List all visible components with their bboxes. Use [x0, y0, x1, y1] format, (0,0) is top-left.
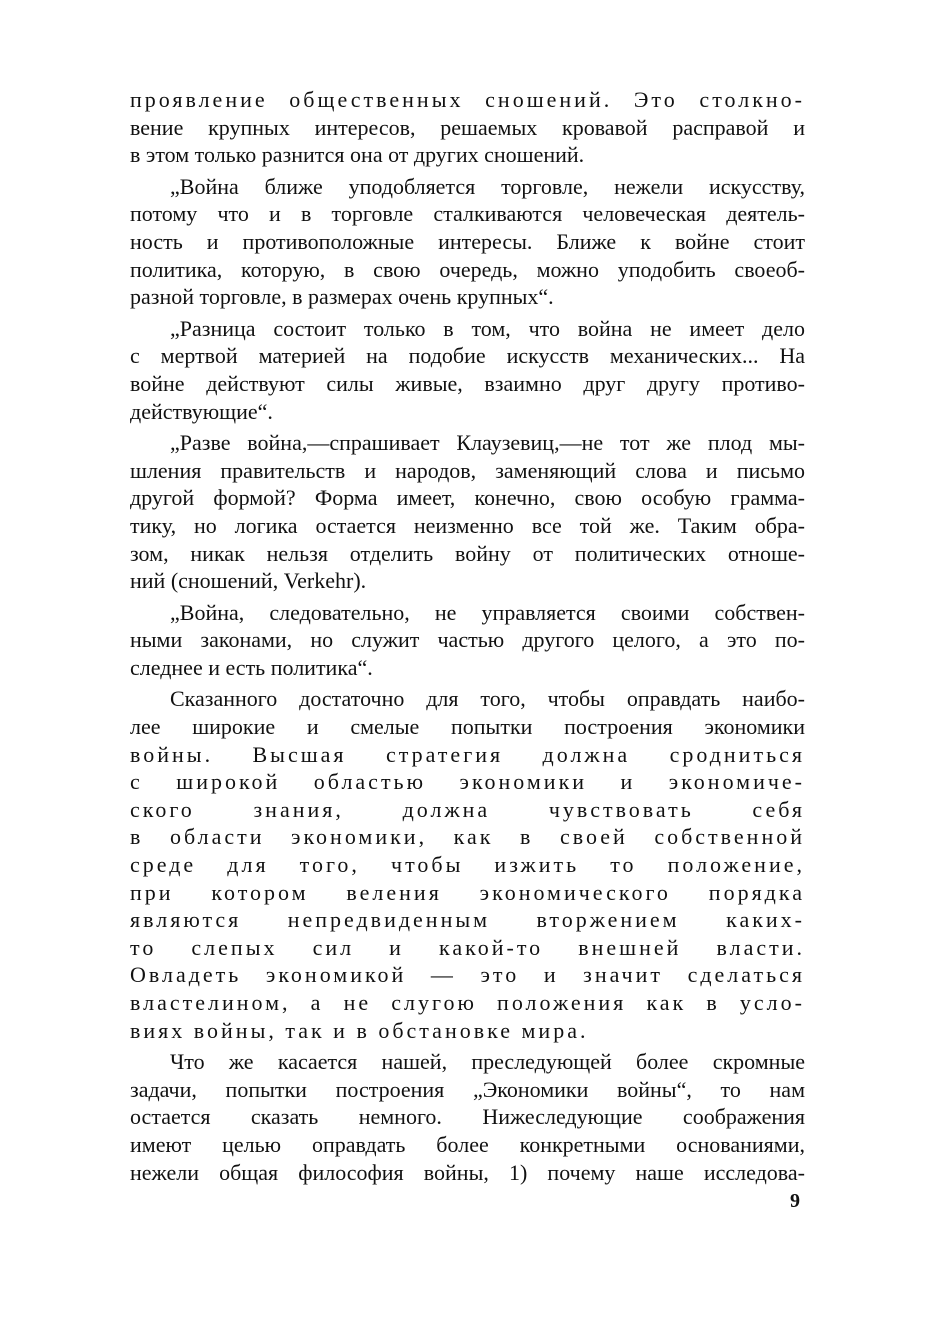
text-line: ского знания, должна чувствовать себя	[130, 796, 805, 822]
text-line: то слепых сил и какой-то внешней власти.	[130, 934, 805, 960]
text-line: действующие“.	[130, 398, 273, 424]
text-line: политика, которую, в свою очередь, можно уподобить своеоб-	[130, 256, 805, 282]
text-line: разной торговле, в размерах очень крупных“.	[130, 284, 554, 310]
text-line: Что же касается нашей, преследующей более скромные	[170, 1049, 805, 1075]
text-line: тику, но логика остается неизменно все той же. Таким обра-	[130, 512, 805, 538]
text-line: следнее и есть политика“.	[130, 654, 373, 680]
paragraph	[130, 173, 805, 311]
text-line: с мертвой материей на подобие искусств механических... На	[130, 343, 805, 369]
text-line: при котором веления экономического порядка	[130, 879, 805, 905]
text-line: Сказанного достаточно для того, чтобы оправдать наибо-	[170, 686, 805, 712]
text-line: ность и противоположные интересы. Ближе к войне стоит	[130, 228, 805, 254]
page-number: 9	[790, 1190, 800, 1212]
paragraph	[130, 1048, 805, 1186]
text-line: в области экономики, как в своей собственной	[130, 824, 805, 850]
text-line: виях войны, так и в обстановке мира.	[130, 1017, 589, 1043]
page-body	[130, 86, 805, 1186]
paragraph	[130, 599, 805, 682]
text-line: ными законами, но служит частью другого целого, а это по-	[130, 627, 805, 653]
paragraph	[130, 315, 805, 425]
text-line: лее широкие и смелые попытки построения экономики	[130, 714, 805, 740]
text-line: войны. Высшая стратегия должна сродниться	[130, 741, 805, 767]
text-line: властелином, а не слугою положения как в усло-	[130, 990, 805, 1015]
text-line: другой формой? Форма имеет, конечно, свою особую грамма-	[130, 485, 805, 511]
text-line: шления правительств и народов, заменяющий слова и письмо	[130, 457, 805, 483]
paragraph	[130, 86, 805, 169]
text-line: в этом только разнится она от других сношений.	[130, 142, 585, 168]
text-line: „Война, следовательно, не управляется своими собствен-	[170, 599, 805, 625]
text-line: войне действуют силы живые, взаимно друг другу противо-	[130, 370, 805, 396]
text-line: вение крупных интересов, решаемых кровавой расправой и	[130, 114, 805, 140]
text-line: нежели общая философия войны, 1) почему наше исследова-	[130, 1159, 805, 1185]
text-line: имеют целью оправдать более конкретными основаниями,	[130, 1131, 805, 1157]
paragraph	[130, 429, 805, 595]
text-line: Овладеть экономикой — это и значит сделаться	[130, 962, 805, 988]
text-line: „Война ближе уподобляется торговле, нежели искусству,	[170, 173, 805, 199]
text-line: „Разница состоит только в том, что война не имеет дело	[170, 315, 805, 341]
paragraph	[130, 685, 805, 1044]
text-line: являются непредвиденным вторжением каких-	[130, 907, 805, 933]
text-line: проявление общественных сношений. Это столкно-	[130, 87, 805, 112]
text-line: среде для того, чтобы изжить то положение,	[130, 852, 805, 878]
text-line: зом, никак нельзя отделить войну от политических отноше-	[130, 540, 805, 566]
text-line: потому что и в торговле сталкиваются человеческая деятель-	[130, 201, 805, 227]
text-line: остается сказать немного. Нижеследующие соображения	[130, 1104, 805, 1130]
text-line: „Разве война,—спрашивает Клаузевиц,—не тот же плод мы-	[170, 430, 805, 456]
text-line: с широкой областью экономики и экономиче-	[130, 769, 805, 795]
text-line: ний (сношений, Verkehr).	[130, 568, 367, 594]
text-line: задачи, попытки построения „Экономики войны“, то нам	[130, 1076, 805, 1102]
